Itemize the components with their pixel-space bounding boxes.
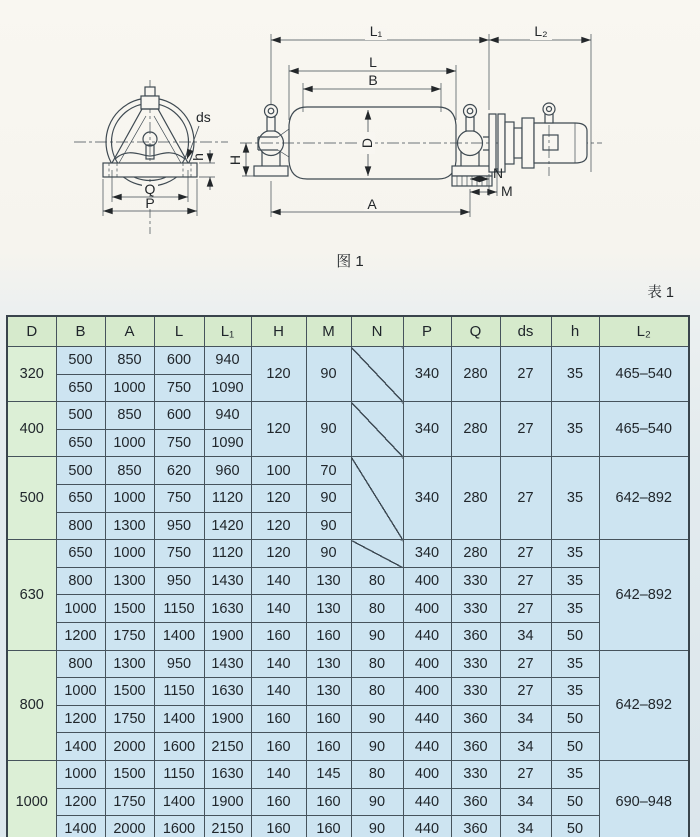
table-cell: 1000 <box>105 540 154 568</box>
column-header-10: ds <box>500 316 551 347</box>
table-cell: 34 <box>500 788 551 816</box>
table-cell: 160 <box>306 816 351 837</box>
table-cell: 630 <box>7 540 56 650</box>
table-cell: 1300 <box>105 567 154 595</box>
table-cell: 1900 <box>204 788 251 816</box>
table-cell: 320 <box>7 347 56 402</box>
table-cell: 1400 <box>154 788 204 816</box>
table-cell: 2150 <box>204 733 251 761</box>
table-cell: 800 <box>56 650 105 678</box>
table-cell: 80 <box>351 678 403 706</box>
table-row <box>7 595 689 623</box>
column-header-4: L₁ <box>204 316 251 347</box>
table-cell: 940 <box>204 402 251 430</box>
table-cell: 1000 <box>56 678 105 706</box>
table-cell: 340 <box>403 347 451 402</box>
table-cell: 90 <box>306 512 351 540</box>
table-cell: 120 <box>251 402 306 457</box>
table-cell: 140 <box>251 678 306 706</box>
dimension-label-a: A <box>367 196 377 212</box>
dimension-label-q: Q <box>144 181 156 197</box>
table-cell: 2150 <box>204 816 251 837</box>
table-cell: 50 <box>551 816 599 837</box>
table-cell: 400 <box>403 567 451 595</box>
table-cell: 750 <box>154 540 204 568</box>
dimension-label-n: N <box>493 165 504 181</box>
table-cell: 850 <box>105 347 154 375</box>
table-cell: 1000 <box>105 429 154 457</box>
table-cell: 1000 <box>56 760 105 788</box>
table-cell: 35 <box>551 595 599 623</box>
table-cell: 465–540 <box>599 347 689 402</box>
table-cell: 70 <box>306 457 351 485</box>
diagonal-cell <box>351 347 403 402</box>
dimension-label-b: B <box>368 72 378 88</box>
table-cell: 1630 <box>204 760 251 788</box>
table-cell: 1000 <box>7 760 56 837</box>
pulley-drawing <box>0 0 700 300</box>
table-row <box>7 347 689 375</box>
table-cell: 500 <box>56 457 105 485</box>
table-row <box>7 402 689 430</box>
column-header-1: B <box>56 316 105 347</box>
table-cell: 600 <box>154 347 204 375</box>
column-header-2: A <box>105 316 154 347</box>
spec-table <box>6 315 690 837</box>
table-cell: 35 <box>551 650 599 678</box>
diagonal-cell <box>351 457 403 540</box>
table-cell: 140 <box>251 567 306 595</box>
table-cell: 34 <box>500 622 551 650</box>
table-header-row <box>7 316 689 347</box>
table-cell: 1400 <box>56 816 105 837</box>
table-cell: 1000 <box>105 484 154 512</box>
side-view <box>240 103 602 186</box>
motor-body <box>534 123 587 163</box>
table-row <box>7 733 689 761</box>
dimension-label-l2: L₂ <box>534 23 548 39</box>
table-row <box>7 540 689 568</box>
table-cell: 140 <box>251 760 306 788</box>
table-cell: 1300 <box>105 650 154 678</box>
table-cell: 90 <box>351 733 403 761</box>
dimension-label-ds: ds <box>196 109 211 125</box>
table-cell: 440 <box>403 816 451 837</box>
table-cell: 1420 <box>204 512 251 540</box>
table-cell: 950 <box>154 512 204 540</box>
table-cell: 50 <box>551 733 599 761</box>
table-cell: 1430 <box>204 567 251 595</box>
table-cell: 100 <box>251 457 306 485</box>
table-cell: 50 <box>551 705 599 733</box>
table-cell: 465–540 <box>599 402 689 457</box>
table-cell: 130 <box>306 567 351 595</box>
table-cell: 34 <box>500 705 551 733</box>
table-cell: 440 <box>403 733 451 761</box>
table-cell: 750 <box>154 374 204 402</box>
table-row <box>7 457 689 485</box>
table-cell: 34 <box>500 733 551 761</box>
table-cell: 440 <box>403 705 451 733</box>
table-cell: 27 <box>500 347 551 402</box>
table-cell: 160 <box>306 733 351 761</box>
table-cell: 80 <box>351 650 403 678</box>
dimension-label-l: L <box>369 54 377 70</box>
table-cell: 500 <box>7 457 56 540</box>
table-cell: 360 <box>451 705 500 733</box>
column-header-12: L₂ <box>599 316 689 347</box>
table-cell: 120 <box>251 512 306 540</box>
table-cell: 130 <box>306 595 351 623</box>
table-cell: 1000 <box>105 374 154 402</box>
dimension-label-l1: L₁ <box>369 23 383 39</box>
table-cell: 27 <box>500 540 551 568</box>
table-cell: 950 <box>154 650 204 678</box>
table-cell: 1200 <box>56 622 105 650</box>
table-cell: 1900 <box>204 622 251 650</box>
table-cell: 160 <box>306 622 351 650</box>
table-cell: 27 <box>500 760 551 788</box>
table-cell: 280 <box>451 402 500 457</box>
table-cell: 1120 <box>204 484 251 512</box>
table-cell: 500 <box>56 402 105 430</box>
table-cell: 690–948 <box>599 760 689 837</box>
table-cell: 330 <box>451 650 500 678</box>
table-cell: 330 <box>451 678 500 706</box>
table-cell: 160 <box>251 816 306 837</box>
table-cell: 160 <box>251 705 306 733</box>
table-cell: 850 <box>105 402 154 430</box>
table-cell: 800 <box>56 512 105 540</box>
table-cell: 90 <box>306 402 351 457</box>
table-cell: 650 <box>56 484 105 512</box>
table-cell: 90 <box>306 347 351 402</box>
table-cell: 340 <box>403 457 451 540</box>
table-cell: 50 <box>551 788 599 816</box>
table-cell: 90 <box>351 788 403 816</box>
table-cell: 1430 <box>204 650 251 678</box>
table-cell: 1600 <box>154 733 204 761</box>
column-header-7: N <box>351 316 403 347</box>
table-cell: 27 <box>500 650 551 678</box>
table-cell: 360 <box>451 816 500 837</box>
table-cell: 1500 <box>105 595 154 623</box>
table-cell: 1750 <box>105 788 154 816</box>
table-cell: 1750 <box>105 622 154 650</box>
table-cell: 2000 <box>105 733 154 761</box>
table-cell: 35 <box>551 402 599 457</box>
table-cell: 120 <box>251 540 306 568</box>
table-cell: 400 <box>403 595 451 623</box>
table-cell: 27 <box>500 457 551 540</box>
table-cell: 35 <box>551 760 599 788</box>
table-cell: 1400 <box>154 705 204 733</box>
table-cell: 160 <box>306 788 351 816</box>
table-cell: 280 <box>451 540 500 568</box>
table-cell: 1090 <box>204 429 251 457</box>
table-cell: 120 <box>251 484 306 512</box>
column-header-8: P <box>403 316 451 347</box>
table-cell: 500 <box>56 347 105 375</box>
dimension-label-d: D <box>359 137 375 149</box>
table-cell: 650 <box>56 540 105 568</box>
table-cell: 620 <box>154 457 204 485</box>
table-cell: 140 <box>251 595 306 623</box>
side-view-dimensions <box>227 23 591 217</box>
table-cell: 80 <box>351 595 403 623</box>
table-caption: 表 1 <box>647 285 674 301</box>
table-cell: 340 <box>403 540 451 568</box>
table-cell: 330 <box>451 567 500 595</box>
table-cell: 650 <box>56 429 105 457</box>
table-cell: 280 <box>451 347 500 402</box>
table-cell: 400 <box>403 760 451 788</box>
figure-caption: 图 1 <box>336 253 364 270</box>
table-cell: 27 <box>500 595 551 623</box>
table-cell: 360 <box>451 733 500 761</box>
table-cell: 750 <box>154 484 204 512</box>
table-cell: 1000 <box>56 595 105 623</box>
diagonal-cell <box>351 402 403 457</box>
table-row <box>7 678 689 706</box>
table-row <box>7 650 689 678</box>
table-cell: 90 <box>306 484 351 512</box>
table-cell: 650 <box>56 374 105 402</box>
table-cell: 160 <box>251 733 306 761</box>
table-cell: 800 <box>7 650 56 760</box>
table-cell: 1500 <box>105 678 154 706</box>
table-cell: 330 <box>451 760 500 788</box>
table-cell: 600 <box>154 402 204 430</box>
table-cell: 400 <box>403 678 451 706</box>
table-cell: 340 <box>403 402 451 457</box>
table-cell: 1300 <box>105 512 154 540</box>
table-cell: 1400 <box>154 622 204 650</box>
table-cell: 750 <box>154 429 204 457</box>
table-cell: 27 <box>500 567 551 595</box>
dimension-label-m: M <box>501 183 513 199</box>
table-cell: 1150 <box>154 595 204 623</box>
table-cell: 1150 <box>154 760 204 788</box>
column-header-9: Q <box>451 316 500 347</box>
column-header-0: D <box>7 316 56 347</box>
table-cell: 440 <box>403 788 451 816</box>
table-cell: 80 <box>351 760 403 788</box>
table-cell: 1630 <box>204 678 251 706</box>
table-row <box>7 705 689 733</box>
column-header-11: h <box>551 316 599 347</box>
table-cell: 960 <box>204 457 251 485</box>
table-row <box>7 816 689 837</box>
column-header-5: H <box>251 316 306 347</box>
table-cell: 50 <box>551 622 599 650</box>
table-cell: 642–892 <box>599 457 689 540</box>
column-header-6: M <box>306 316 351 347</box>
table-cell: 27 <box>500 402 551 457</box>
dimension-label-h-base: h <box>190 153 206 161</box>
table-row <box>7 760 689 788</box>
table-cell: 27 <box>500 678 551 706</box>
table-cell: 80 <box>351 567 403 595</box>
table-cell: 140 <box>251 650 306 678</box>
drive-unit <box>489 103 587 176</box>
table-cell: 400 <box>403 650 451 678</box>
table-cell: 130 <box>306 650 351 678</box>
table-cell: 130 <box>306 678 351 706</box>
table-row <box>7 622 689 650</box>
table-cell: 400 <box>7 402 56 457</box>
table-cell: 35 <box>551 347 599 402</box>
table-cell: 90 <box>351 622 403 650</box>
left-bearing <box>254 105 288 177</box>
column-header-3: L <box>154 316 204 347</box>
table-row <box>7 567 689 595</box>
table-cell: 1120 <box>204 540 251 568</box>
table-cell: 35 <box>551 567 599 595</box>
table-cell: 160 <box>251 622 306 650</box>
table-cell: 330 <box>451 595 500 623</box>
right-bearing <box>452 105 492 187</box>
table-cell: 1200 <box>56 788 105 816</box>
table-cell: 1500 <box>105 760 154 788</box>
table-cell: 120 <box>251 347 306 402</box>
table-cell: 1150 <box>154 678 204 706</box>
table-cell: 1600 <box>154 816 204 837</box>
table-cell: 642–892 <box>599 540 689 650</box>
table-cell: 90 <box>351 705 403 733</box>
table-cell: 440 <box>403 622 451 650</box>
dimension-label-p: P <box>145 195 155 211</box>
table-cell: 950 <box>154 567 204 595</box>
table-cell: 35 <box>551 540 599 568</box>
table-cell: 800 <box>56 567 105 595</box>
table-cell: 2000 <box>105 816 154 837</box>
table-cell: 642–892 <box>599 650 689 760</box>
table-cell: 1090 <box>204 374 251 402</box>
table-cell: 90 <box>306 540 351 568</box>
table-cell: 850 <box>105 457 154 485</box>
table-cell: 360 <box>451 622 500 650</box>
table-cell: 145 <box>306 760 351 788</box>
table-cell: 360 <box>451 788 500 816</box>
table-cell: 160 <box>306 705 351 733</box>
table-cell: 280 <box>451 457 500 540</box>
table-cell: 1900 <box>204 705 251 733</box>
table-cell: 1630 <box>204 595 251 623</box>
table-cell: 1200 <box>56 705 105 733</box>
table-row <box>7 788 689 816</box>
table-cell: 1400 <box>56 733 105 761</box>
table-cell: 940 <box>204 347 251 375</box>
table-cell: 1750 <box>105 705 154 733</box>
diagonal-cell <box>351 540 403 568</box>
table-cell: 160 <box>251 788 306 816</box>
table-cell: 34 <box>500 816 551 837</box>
table-cell: 35 <box>551 678 599 706</box>
table-cell: 90 <box>351 816 403 837</box>
table-cell: 35 <box>551 457 599 540</box>
dimension-label-h-bearing: H <box>227 154 243 166</box>
